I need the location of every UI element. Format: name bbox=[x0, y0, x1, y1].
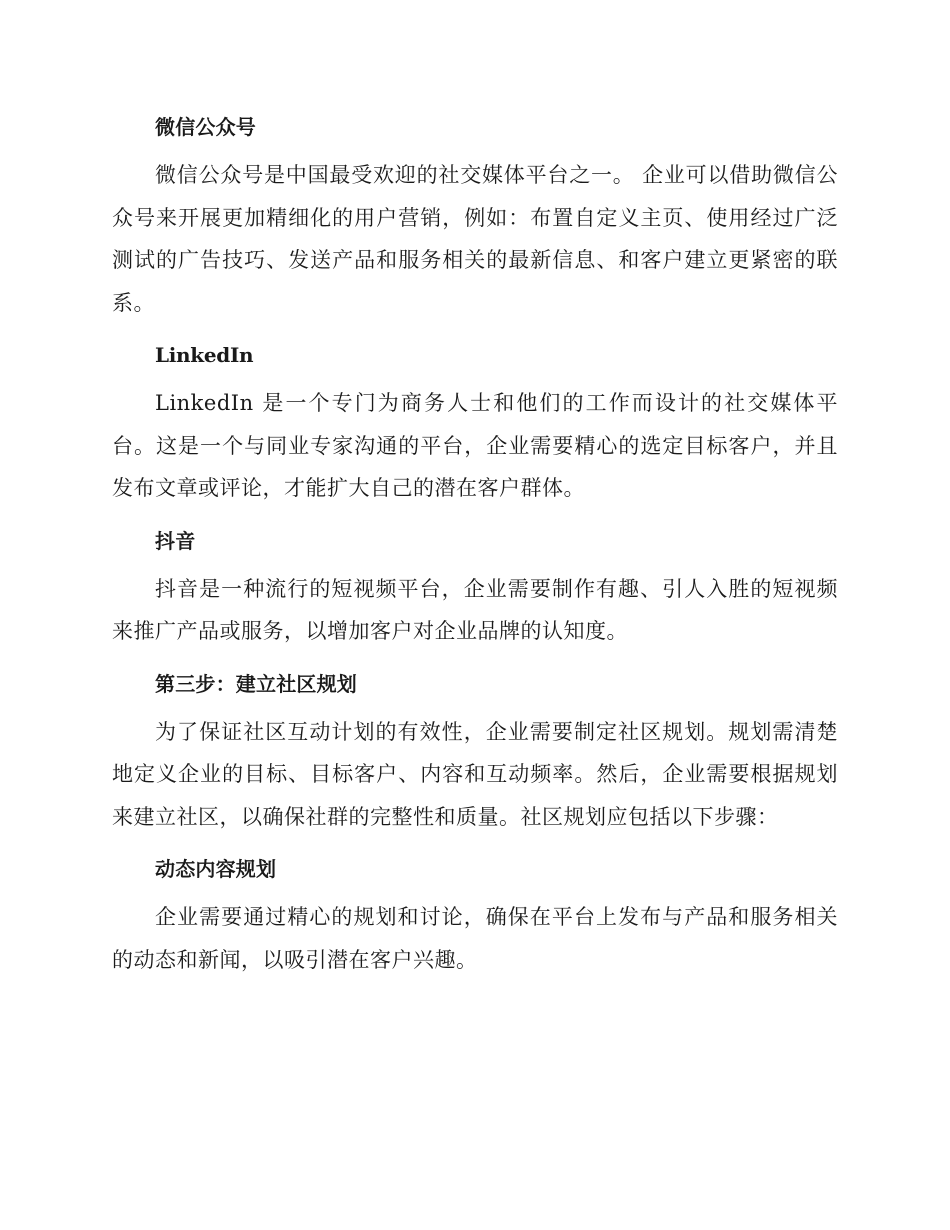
section-heading-linkedin: LinkedIn bbox=[155, 343, 254, 367]
document-body bbox=[112, 106, 838, 991]
section-paragraph-linkedin: LinkedIn 是一个专门为商务人士和他们的工作而设计的社交媒体平台。这是一个与同业专家沟通的平台，企业需要精心的选定目标客户，并且发布文章或评论，才能扩大自己的潜在客户群体。 bbox=[112, 391, 838, 500]
section-paragraph-wechat: 微信公众号是中国最受欢迎的社交媒体平台之一。 企业可以借助微信公众号来开展更加精细化的用户营销，例如：布置自定义主页、使用经过广泛测试的广告技巧、发送产品和服务相关的最新信息、和客户建立更紧密的联系。 bbox=[112, 163, 838, 315]
section-heading-douyin: 抖音 bbox=[155, 528, 196, 553]
section-paragraph-douyin: 抖音是一种流行的短视频平台，企业需要制作有趣、引人入胜的短视频来推广产品或服务，以增加客户对企业品牌的认知度。 bbox=[112, 576, 838, 643]
section-heading-wechat: 微信公众号 bbox=[155, 115, 256, 139]
section-paragraph-step-three: 为了保证社区互动计划的有效性，企业需要制定社区规划。规划需清楚地定义企业的目标、目标客户、内容和互动频率。然后，企业需要根据规划来建立社区，以确保社群的完整性和质量。社区规划应包括以下步骤： bbox=[112, 719, 838, 829]
section-paragraph-dynamic-content: 企业需要通过精心的规划和讨论，确保在平台上发布与产品和服务相关的动态和新闻，以吸引潜在客户兴趣。 bbox=[112, 905, 838, 972]
section-heading-step-three: 第三步：建立社区规划 bbox=[155, 671, 357, 696]
section-heading-dynamic-content: 动态内容规划 bbox=[155, 857, 277, 881]
